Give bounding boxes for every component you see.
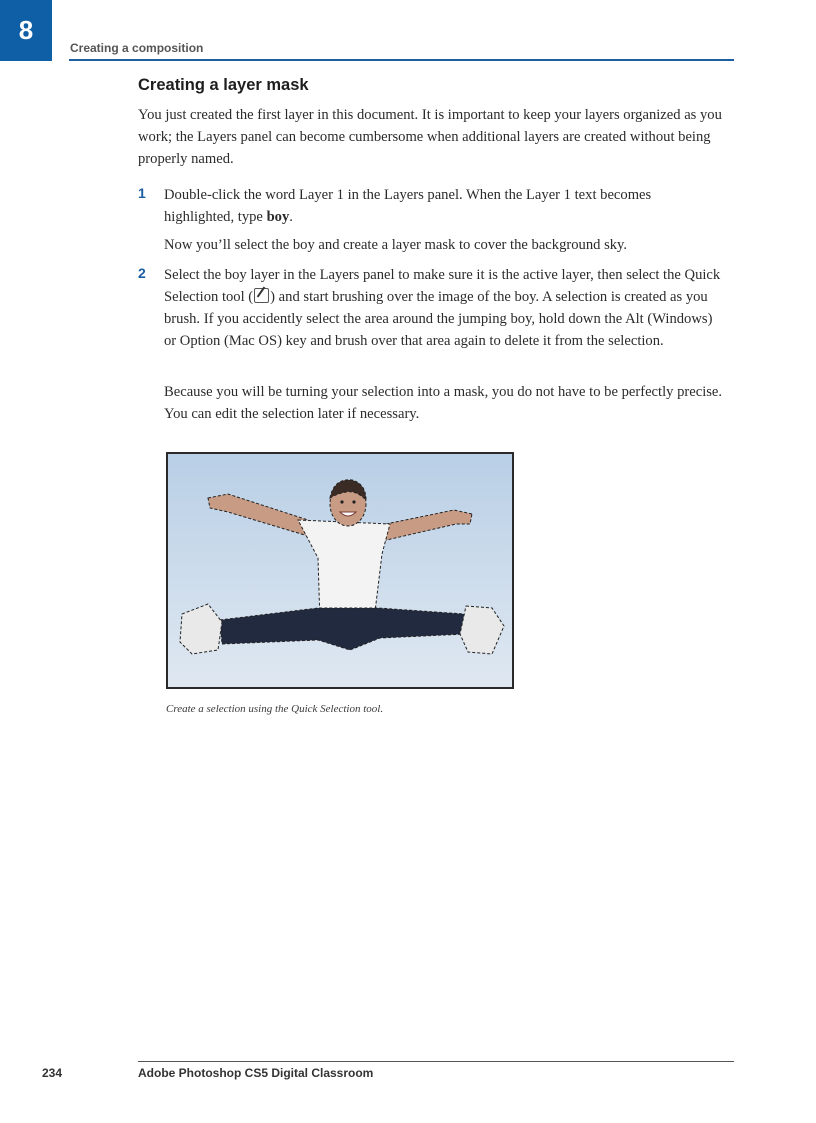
step-2-text-after: ) and start brushing over the image of the boy. A selection is created as you brush. If you accidently select the area around the jumping boy, hold down the Alt (Windows) or Option (Mac OS) key and brush over that area again to delete it from the selection. <box>164 289 713 349</box>
page-number: 234 <box>42 1066 63 1080</box>
step-2-number: 2 <box>138 265 146 281</box>
step-1-bold-word: boy <box>266 209 290 225</box>
step-2-text-before: Select the boy layer in the Layers panel to make sure it is the active layer, then select the Quick Selection tool ( <box>164 267 721 305</box>
quick-selection-tool-icon <box>254 288 269 303</box>
chapter-number-tab: 8 <box>0 0 52 61</box>
jumping-boy-illustration <box>168 454 512 687</box>
running-head: Creating a composition <box>70 41 204 55</box>
intro-paragraph: You just created the first layer in this document. It is important to keep your layers organized as you work; the Layers panel can become cumbersome when additional layers are created without being properly named. <box>138 107 722 167</box>
section-title: Creating a layer mask <box>138 76 309 94</box>
footer-rule <box>138 1061 734 1062</box>
step-1-text-before: Double-click the word Layer 1 in the Layers panel. When the Layer 1 text becomes highlighted, type <box>164 187 652 225</box>
right-eye <box>352 500 355 503</box>
book-title: Adobe Photoshop CS5 Digital Classroom <box>138 1066 374 1080</box>
step-1-note: Now you’ll select the boy and create a layer mask to cover the background sky. <box>164 237 628 253</box>
figure-jumping-boy <box>166 452 514 689</box>
header-rule <box>69 59 734 61</box>
step-1-text-after: . <box>289 209 293 225</box>
figure-caption: Create a selection using the Quick Selection tool. <box>166 703 384 715</box>
step-1-number: 1 <box>138 185 146 201</box>
step-2-text <box>164 264 724 352</box>
left-eye <box>340 500 343 503</box>
step-2-note: Because you will be turning your selection into a mask, you do not have to be perfectly precise. You can edit the selection later if necessary. <box>164 384 723 422</box>
step-1-text <box>164 184 724 228</box>
